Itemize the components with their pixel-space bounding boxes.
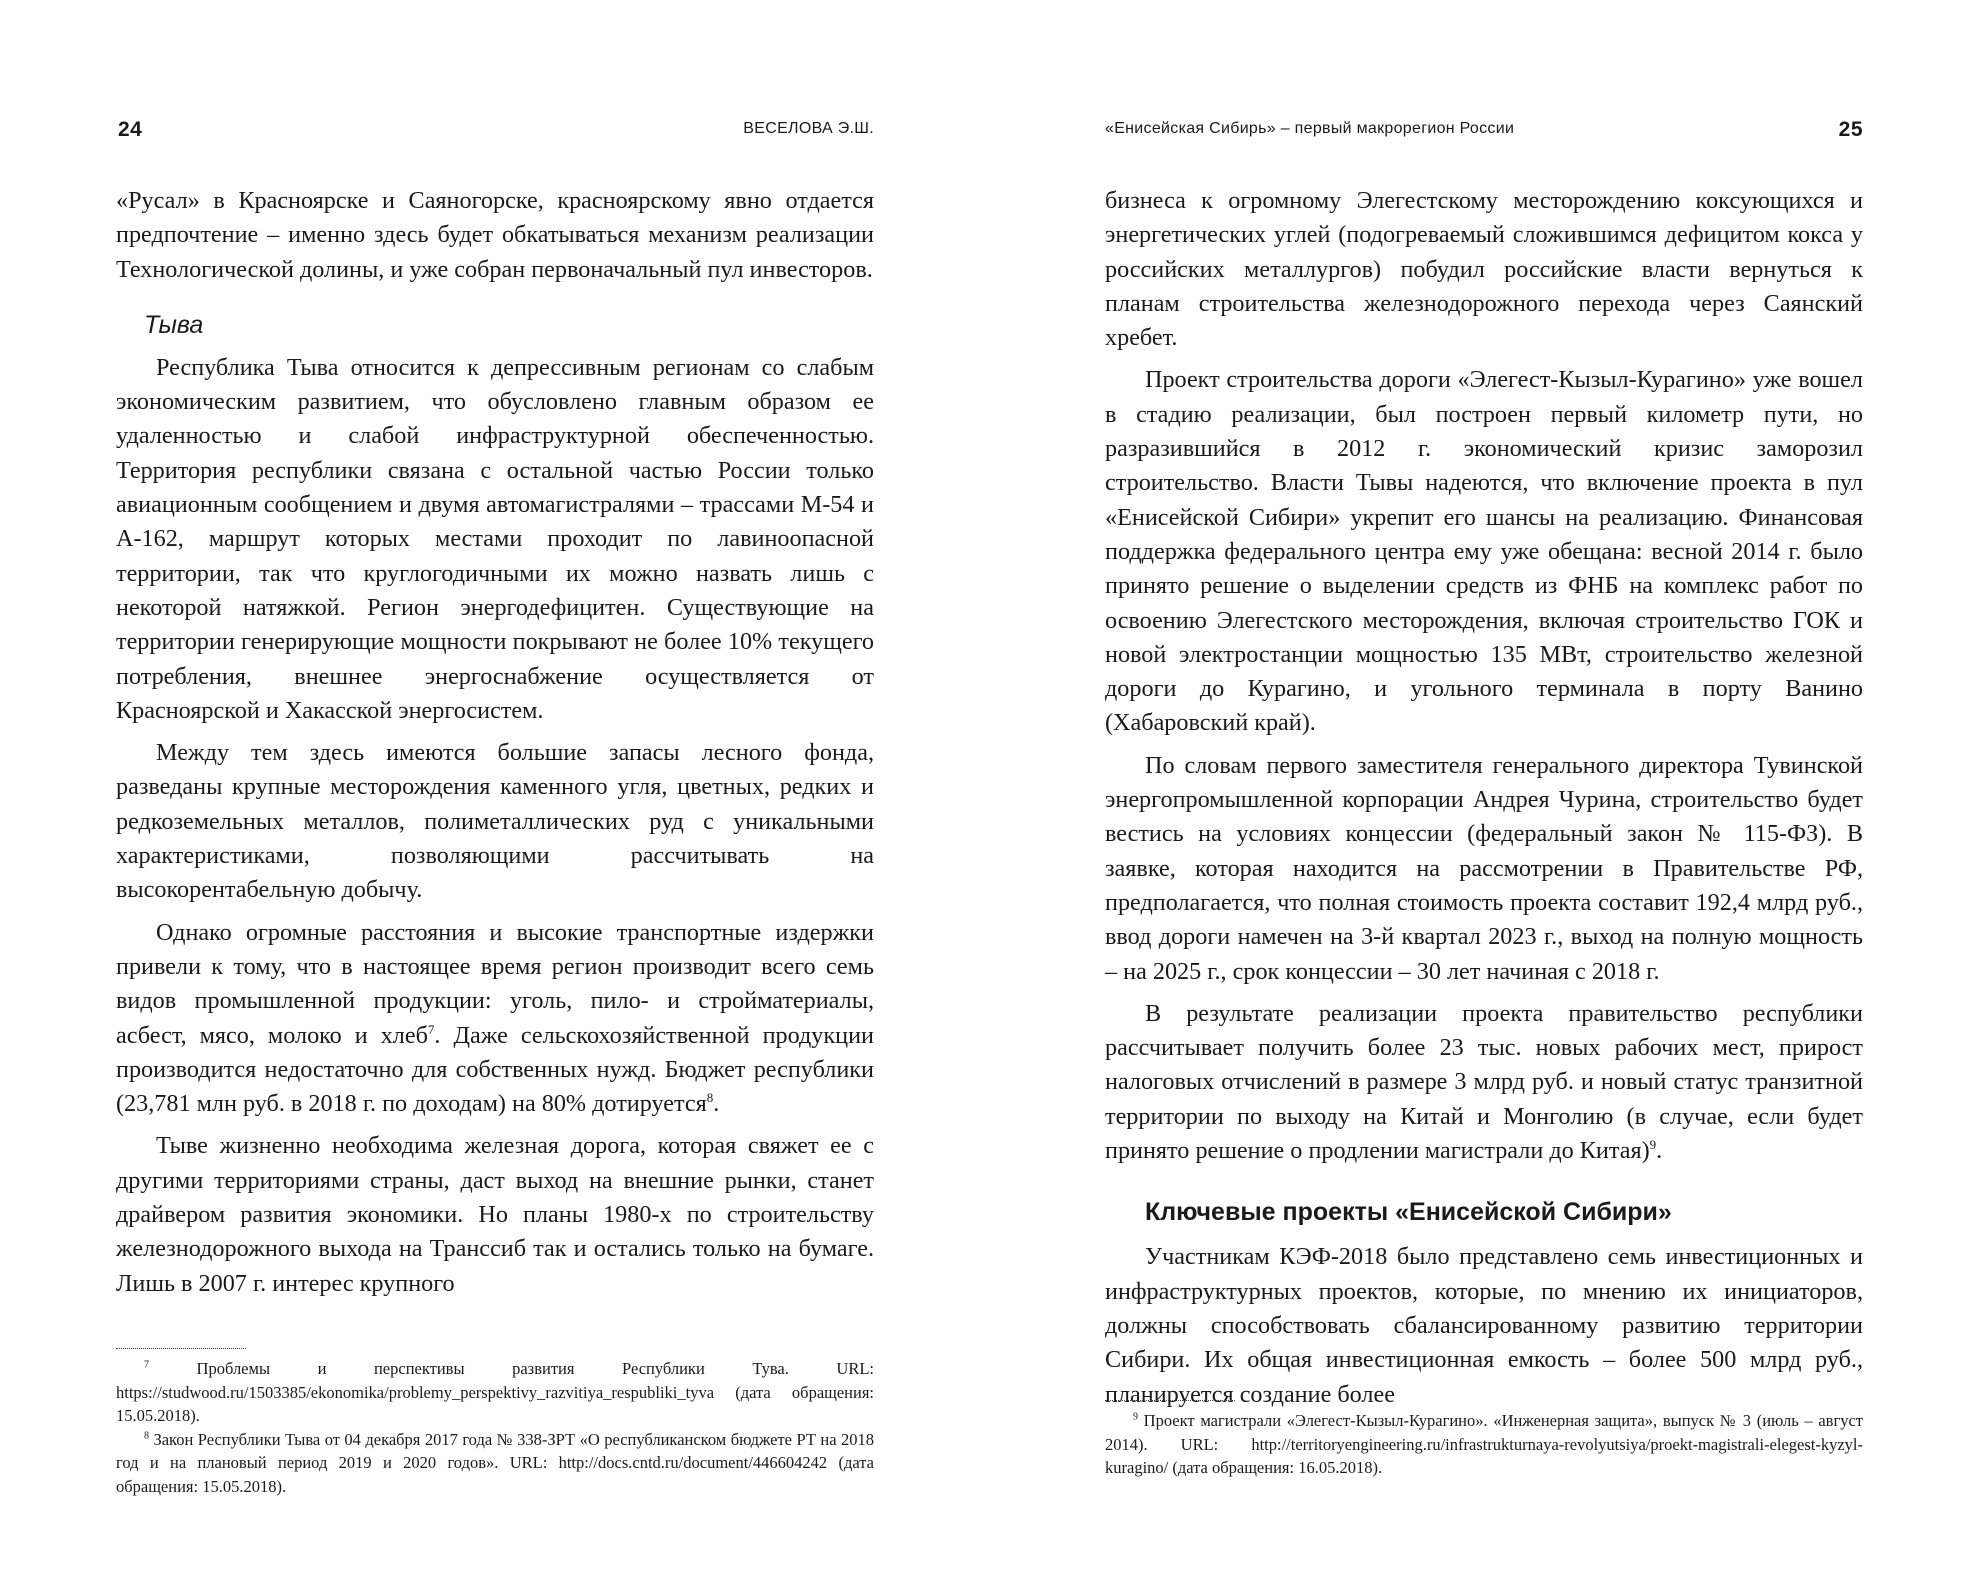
page-number: 25 (1838, 118, 1863, 141)
footnote-divider (1105, 1400, 1235, 1401)
footnote-text: Проект магистрали «Элегест-Кызыл-Курагино». «Инженерная защита», выпуск № 3 (июль – август 2014). URL: http://territoryengineering.ru/infrastrukturnaya-revolyutsiya/proekt-magistrali-elegest-kyzyl-kuragino/ (дата обращения: 16.05.2018). (1105, 1411, 1863, 1477)
footnote-ref[interactable]: 9 (1649, 1136, 1657, 1152)
running-head-author: ВЕСЕЛОВА Э.Ш. (743, 120, 874, 137)
page-number: 24 (118, 118, 143, 141)
paragraph (116, 916, 874, 1122)
paragraph: По словам первого заместителя генерального директора Тувинской энергопромышленной корпорации Андрея Чурина, строительство будет вестись на условиях концессии (федеральный закон № 115-ФЗ). В заявке, которая находится на рассмотрении в Правительстве РФ, предполагается, что полная стоимость проекта составит 192,4 млрд руб., ввод дороги намечен на 3-й квартал 2023 г., выход на полную мощность – на 2025 г., срок концессии – 30 лет начиная с 2018 г. (1105, 751, 1863, 985)
footnote-divider (116, 1348, 246, 1349)
footnote-ref[interactable]: 8 (706, 1090, 714, 1106)
main-text (1105, 184, 1863, 1412)
footnote (1105, 1409, 1863, 1480)
footnote-number: 8 (144, 1430, 149, 1441)
paragraph-text: Однако огромные расстояния и высокие транспортные издержки привели к тому, что в настоящее время регион производит всего семь видов промышленной продукции: уголь, пило- и стройматериалы, асбест, мясо, молоко и хлеб (116, 918, 874, 1049)
paragraph-text: . Даже сельскохозяйственной продукции производится недостаточно для собственных нужд. Бюджет республики (23,781 млн руб. в 2018 г. по доходам) на 80% дотируется (116, 1021, 874, 1118)
footnote (116, 1428, 874, 1499)
section-subheading: Тыва (144, 310, 204, 339)
paragraph: бизнеса к огромному Элегестскому месторождению коксующихся и энергетических углей (подогреваемый сложившимся дефицитом кокса у российских металлургов) побудил российские власти вернуться к планам строительства железнодорожного перехода через Саянский хребет. (1105, 187, 1863, 352)
paragraph: Проект строительства дороги «Элегест-Кызыл-Курагино» уже вошел в стадию реализации, был построен первый километр пути, но разразившийся в 2012 г. экономический кризис заморозил строительство. Власти Тывы надеются, что включение проекта в пул «Енисейской Сибири» укрепит его шансы на реализацию. Финансовая поддержка федерального центра ему уже обещана: весной 2014 г. было принято решение о выделении средств из ФНБ на комплекс работ по освоению Элегестского месторождения, включая строительство ГОК и новой электростанции мощностью 135 МВт, строительство железной дороги до Курагино, и угольного терминала в порту Ванино (Хабаровский край). (1105, 366, 1863, 737)
main-text (116, 184, 874, 1301)
running-head (1105, 118, 1863, 152)
paragraph-text: . (1656, 1137, 1663, 1165)
paragraph: Участникам КЭФ-2018 было представлено семь инвестиционных и инфраструктурных проектов, которые, по мнению их инициаторов, должны способствовать сбалансированному развитию территории Сибири. Их общая инвестиционная емкость – более 500 млрд руб., планируется создание более (1105, 1243, 1863, 1408)
running-head-title: «Енисейская Сибирь» – первый макрорегион России (1105, 120, 1515, 137)
running-head (116, 118, 874, 152)
right-page (1105, 0, 1863, 1575)
footnote (116, 1357, 874, 1428)
footnotes (116, 1348, 874, 1498)
paragraph-text: В результате реализации проекта правительство республики рассчитывает получить более 23 тыс. новых рабочих мест, прирост налоговых отчислений в размере 3 млрд руб. и новый статус транзитной территории по выходу на Китай и Монголию (в случае, если будет принято решение о продлении магистрали до Китая) (1105, 999, 1863, 1165)
paragraph: Между тем здесь имеются большие запасы лесного фонда, разведаны крупные месторождения каменного угля, цветных, редких и редкоземельных металлов, полиметаллических руд с уникальными характеристиками, позволяющими рассчитывать на высокорентабельную добычу. (116, 739, 874, 904)
footnote-text: Проблемы и перспективы развития Республики Тува. URL: https://studwood.ru/1503385/ekonomika/problemy_perspektivy_razvitiya_respubliki_tyva (дата обращения: 15.05.2018). (116, 1359, 874, 1425)
left-page (116, 0, 874, 1575)
paragraph: «Русал» в Красноярске и Саяногорске, красноярскому явно отдается предпочтение – именно здесь будет обкатываться механизм реализации Технологической долины, и уже собран первоначальный пул инвесторов. (116, 187, 874, 283)
section-heading: Ключевые проекты «Енисейской Сибири» (1145, 1198, 1672, 1227)
paragraph (1105, 997, 1863, 1168)
paragraph-text: . (713, 1090, 720, 1118)
footnote-number: 9 (1133, 1411, 1138, 1423)
footnote-ref[interactable]: 7 (427, 1021, 435, 1037)
footnotes (1105, 1400, 1863, 1480)
footnote-number: 7 (144, 1359, 149, 1371)
footnote-text: Закон Республики Тыва от 04 декабря 2017 года № 338-ЗРТ «О республиканском бюджете РТ на 2018 год и на плановый период 2019 и 2020 годов». URL: http://docs.cntd.ru/document/446604242 (дата обращения: 15.05.2018). (116, 1429, 874, 1496)
paragraph: Тыве жизненно необходима железная дорога, которая свяжет ее с другими территориями страны, даст выход на внешние рынки, станет драйвером развития экономики. Но планы 1980-х по строительству железнодорожного выхода на Транссиб так и остались только на бумаге. Лишь в 2007 г. интерес крупного (116, 1132, 874, 1297)
paragraph: Республика Тыва относится к депрессивным регионам со слабым экономическим развитием, что обусловлено главным образом ее удаленностью и слабой инфраструктурной обеспеченностью. Территория республики связана с остальной частью России только авиационным сообщением и двумя автомагистралями – трассами М-54 и А-162, маршрут которых местами проходит по лавиноопасной территории, так что круглогодичными их можно назвать лишь с некоторой натяжкой. Регион энергодефицитен. Существующие на территории генерирующие мощности покрывают не более 10% текущего потребления, внешнее энергоснабжение осуществляется от Красноярской и Хакасской энергосистем. (116, 353, 874, 724)
